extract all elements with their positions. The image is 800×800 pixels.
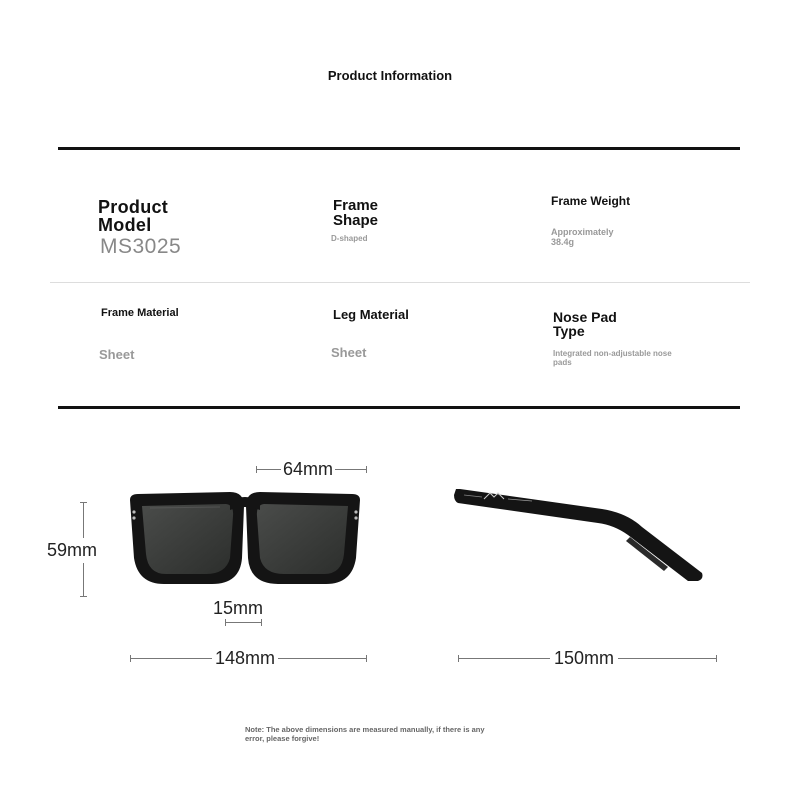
temple-length-tick-left — [458, 655, 459, 662]
temple-length-tick-right — [716, 655, 717, 662]
lens-width-tick-left — [256, 466, 257, 473]
lens-width-tick-right — [366, 466, 367, 473]
nose-pad-type-label: Nose Pad Type — [553, 309, 617, 339]
frame-width-label: 148mm — [212, 648, 278, 669]
temple-length-label: 150mm — [550, 648, 618, 669]
frame-shape-value: D-shaped — [331, 234, 368, 243]
frame-shape-label: Frame Shape — [333, 197, 379, 229]
product-model-label: Product Model — [98, 197, 169, 235]
leg-material-value: Sheet — [331, 345, 367, 360]
bridge-width-tick-left — [225, 619, 226, 626]
bridge-width-tick-right — [261, 619, 262, 626]
frame-material-value: Sheet — [99, 347, 135, 362]
frame-weight-label: Frame Weight — [551, 194, 631, 208]
page-title: Product Information — [327, 68, 453, 83]
side-view-temple — [452, 485, 712, 585]
frame-width-tick-right — [366, 655, 367, 662]
bottom-divider — [58, 406, 740, 409]
product-model-value: MS3025 — [100, 235, 182, 258]
frame-material-label: Frame Material — [101, 307, 179, 319]
frame-weight-value: Approximately 38.4g — [551, 227, 614, 247]
bridge-width-line — [225, 622, 261, 623]
row-divider — [50, 282, 750, 283]
front-view-sunglasses — [120, 488, 370, 593]
lens-height-tick-bottom — [80, 596, 87, 597]
lens-height-label: 59mm — [47, 538, 97, 563]
leg-material-label: Leg Material — [333, 307, 409, 322]
lens-width-label: 64mm — [283, 459, 334, 479]
nose-pad-type-value: Integrated non-adjustable nose pads — [553, 349, 672, 368]
top-divider — [58, 147, 740, 150]
measurement-note: Note: The above dimensions are measured manually, if there is any error, please forgive! — [245, 725, 485, 744]
lens-height-tick-top — [80, 502, 87, 503]
bridge-width-label: 15mm — [213, 598, 264, 618]
frame-width-tick-left — [130, 655, 131, 662]
